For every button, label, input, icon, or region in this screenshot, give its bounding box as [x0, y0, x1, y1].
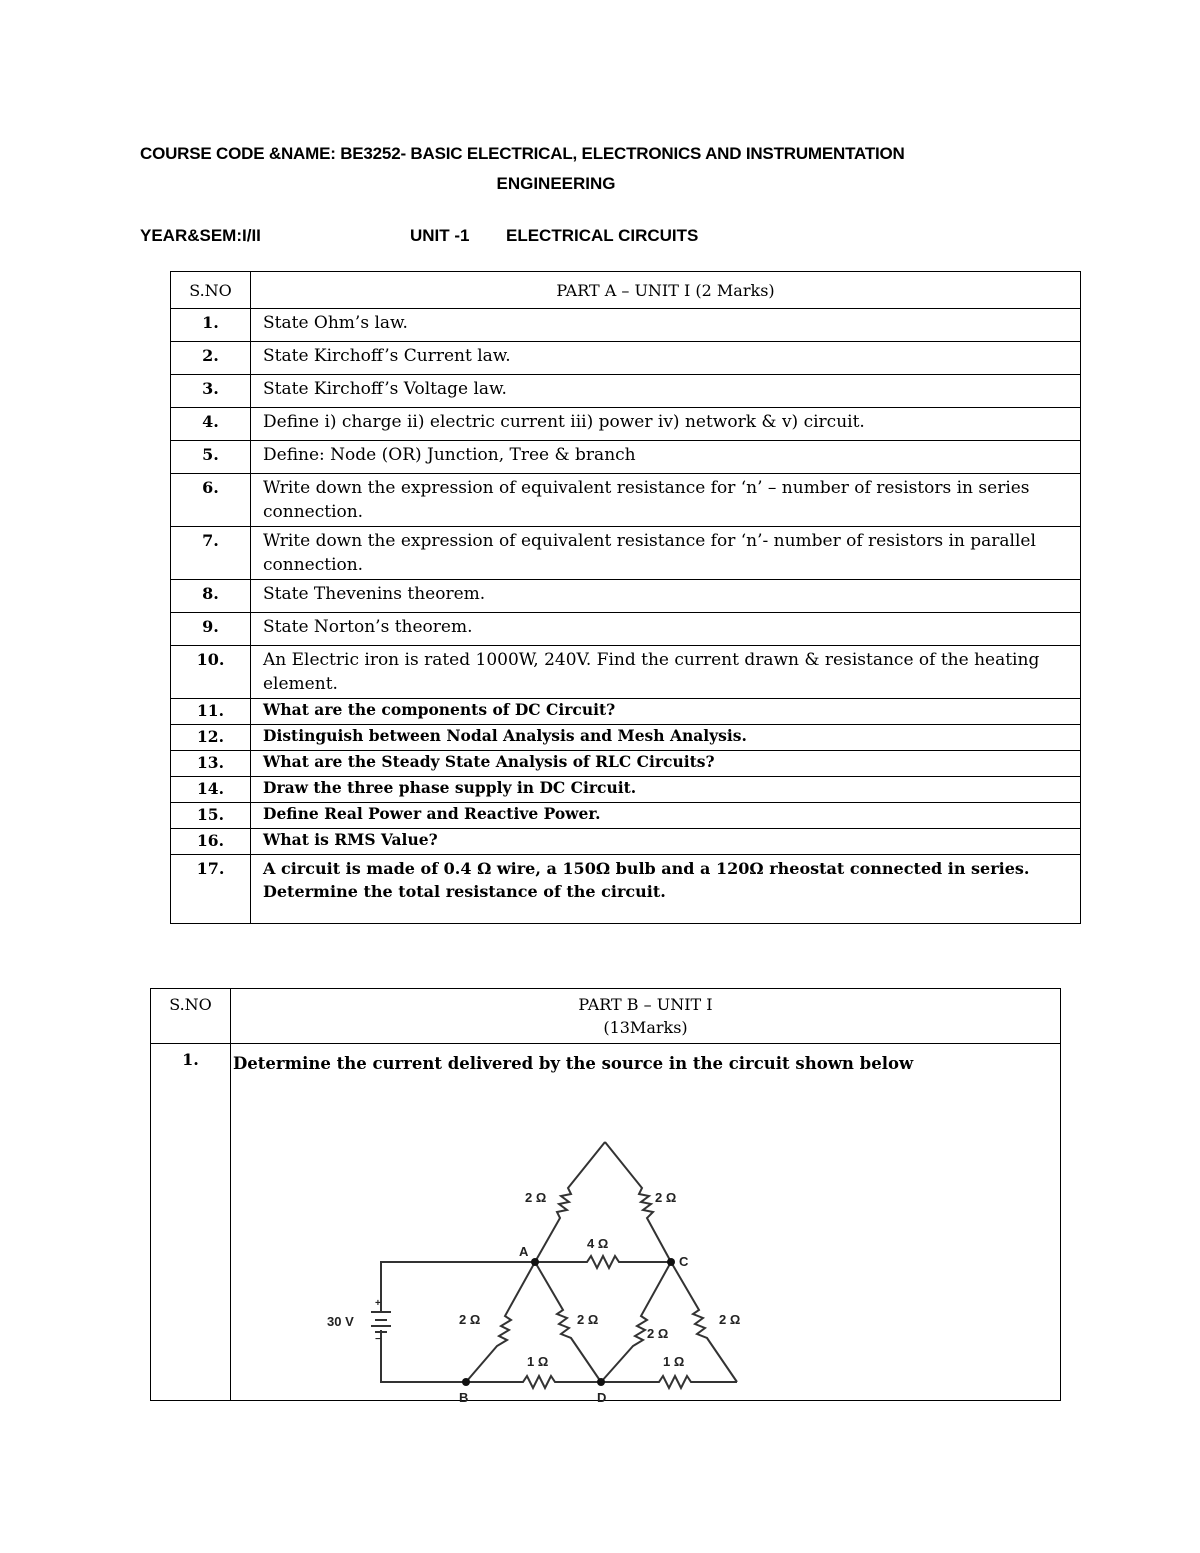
minus-sign: −	[375, 1334, 381, 1345]
question-number: 7.	[171, 527, 251, 580]
label-top-left: 2 Ω	[525, 1190, 547, 1205]
table-row	[171, 646, 1081, 699]
table-row	[171, 342, 1081, 375]
table-row	[171, 751, 1081, 777]
node-c-label: C	[679, 1254, 689, 1269]
question-text: Draw the three phase supply in DC Circuit.	[251, 777, 1081, 803]
resistor-b-d	[466, 1376, 601, 1388]
question-number: 12.	[171, 725, 251, 751]
question-number: 10.	[171, 646, 251, 699]
question-number: 6.	[171, 474, 251, 527]
resistor-d-right	[601, 1376, 737, 1388]
label-a-d: 2 Ω	[577, 1312, 599, 1327]
question-number: 8.	[171, 580, 251, 613]
part-a-header-row	[171, 272, 1081, 309]
question-text: What are the Steady State Analysis of RLC Circuits?	[251, 751, 1081, 777]
table-row	[171, 441, 1081, 474]
question-text-line1: A circuit is made of 0.4 Ω wire, a 150Ω bulb and a 120Ω rheostat connected in series.	[263, 859, 1030, 878]
unit-title: ELECTRICAL CIRCUITS	[506, 226, 699, 245]
label-a-b: 2 Ω	[459, 1312, 481, 1327]
question-number: 11.	[171, 699, 251, 725]
question-text: Determine the current delivered by the source in the circuit shown below	[233, 1054, 914, 1073]
label-b-d: 1 Ω	[527, 1354, 549, 1369]
table-row	[171, 725, 1081, 751]
question-number: 9.	[171, 613, 251, 646]
table-row	[151, 1044, 1061, 1401]
label-d-right: 1 Ω	[663, 1354, 685, 1369]
question-text: Write down the expression of equivalent resistance for ‘n’- number of resistors in parallel connection.	[251, 527, 1081, 580]
node-d-dot	[597, 1378, 605, 1386]
label-a-c: 4 Ω	[587, 1236, 609, 1251]
course-title-line1: COURSE CODE &NAME: BE3252- BASIC ELECTRICAL, ELECTRONICS AND INSTRUMENTATION	[140, 144, 905, 163]
question-text: State Norton’s theorem.	[251, 613, 1081, 646]
table-row	[171, 613, 1081, 646]
node-d-label: D	[597, 1390, 607, 1405]
table-row	[171, 408, 1081, 441]
question-text: What are the components of DC Circuit?	[251, 699, 1081, 725]
part-b-header-row	[151, 989, 1061, 1044]
node-c-dot	[667, 1258, 675, 1266]
question-number: 3.	[171, 375, 251, 408]
table-row	[171, 474, 1081, 527]
table-row	[171, 699, 1081, 725]
node-b-label: B	[459, 1390, 469, 1405]
circuit-diagram	[271, 1090, 741, 1405]
question-number: 2.	[171, 342, 251, 375]
question-text-line2: Determine the total resistance of the circuit.	[263, 882, 666, 901]
question-number: 1.	[171, 309, 251, 342]
table-row	[171, 580, 1081, 613]
question-text: Write down the expression of equivalent resistance for ‘n’ – number of resistors in series connection.	[251, 474, 1081, 527]
question-number: 17.	[171, 855, 251, 924]
sno-header: S.NO	[151, 989, 231, 1044]
year-unit-line	[140, 226, 699, 246]
plus-sign: +	[375, 1298, 381, 1309]
question-number: 4.	[171, 408, 251, 441]
label-c-right: 2 Ω	[719, 1312, 741, 1327]
question-text: State Kirchoff’s Voltage law.	[251, 375, 1081, 408]
table-row	[171, 375, 1081, 408]
table-row	[171, 309, 1081, 342]
question-number: 13.	[171, 751, 251, 777]
question-text: What is RMS Value?	[251, 829, 1081, 855]
question-number: 15.	[171, 803, 251, 829]
question-number: 5.	[171, 441, 251, 474]
label-c-d: 2 Ω	[647, 1326, 669, 1341]
question-text	[251, 855, 1081, 924]
question-text: State Ohm’s law.	[251, 309, 1081, 342]
resistor-c-d	[601, 1262, 671, 1382]
question-text: Define: Node (OR) Junction, Tree & branch	[251, 441, 1081, 474]
question-text: Define Real Power and Reactive Power.	[251, 803, 1081, 829]
question-number: 16.	[171, 829, 251, 855]
question-number: 1.	[151, 1044, 231, 1401]
part-a-table	[170, 271, 1081, 924]
node-a-label: A	[519, 1244, 529, 1259]
resistor-a-c	[535, 1256, 671, 1268]
question-cell	[231, 1044, 1061, 1405]
node-a-dot	[531, 1258, 539, 1266]
question-text: State Thevenins theorem.	[251, 580, 1081, 613]
sno-header: S.NO	[171, 272, 251, 309]
question-number: 14.	[171, 777, 251, 803]
table-row	[171, 829, 1081, 855]
question-text: An Electric iron is rated 1000W, 240V. Find the current drawn & resistance of the heating element.	[251, 646, 1081, 699]
table-row	[171, 803, 1081, 829]
part-a-title: PART A – UNIT I (2 Marks)	[251, 272, 1081, 309]
part-b-title	[231, 989, 1061, 1044]
wire-source-b	[381, 1330, 466, 1382]
part-b-title-line2: (13Marks)	[603, 1018, 688, 1037]
table-row	[171, 527, 1081, 580]
part-b-title-line1: PART B – UNIT I	[578, 995, 713, 1014]
unit-number: UNIT -1	[410, 226, 470, 245]
node-b-dot	[462, 1378, 470, 1386]
question-text: Distinguish between Nodal Analysis and Mesh Analysis.	[251, 725, 1081, 751]
label-top-right: 2 Ω	[655, 1190, 677, 1205]
source-label: 30 V	[327, 1314, 354, 1329]
part-b-table	[150, 988, 1061, 1405]
question-text: Define i) charge ii) electric current iii) power iv) network & v) circuit.	[251, 408, 1081, 441]
course-title-line2: ENGINEERING	[496, 174, 616, 193]
table-row	[171, 855, 1081, 924]
question-text: State Kirchoff’s Current law.	[251, 342, 1081, 375]
year-sem: YEAR&SEM:I/II	[140, 226, 261, 245]
table-row	[171, 777, 1081, 803]
